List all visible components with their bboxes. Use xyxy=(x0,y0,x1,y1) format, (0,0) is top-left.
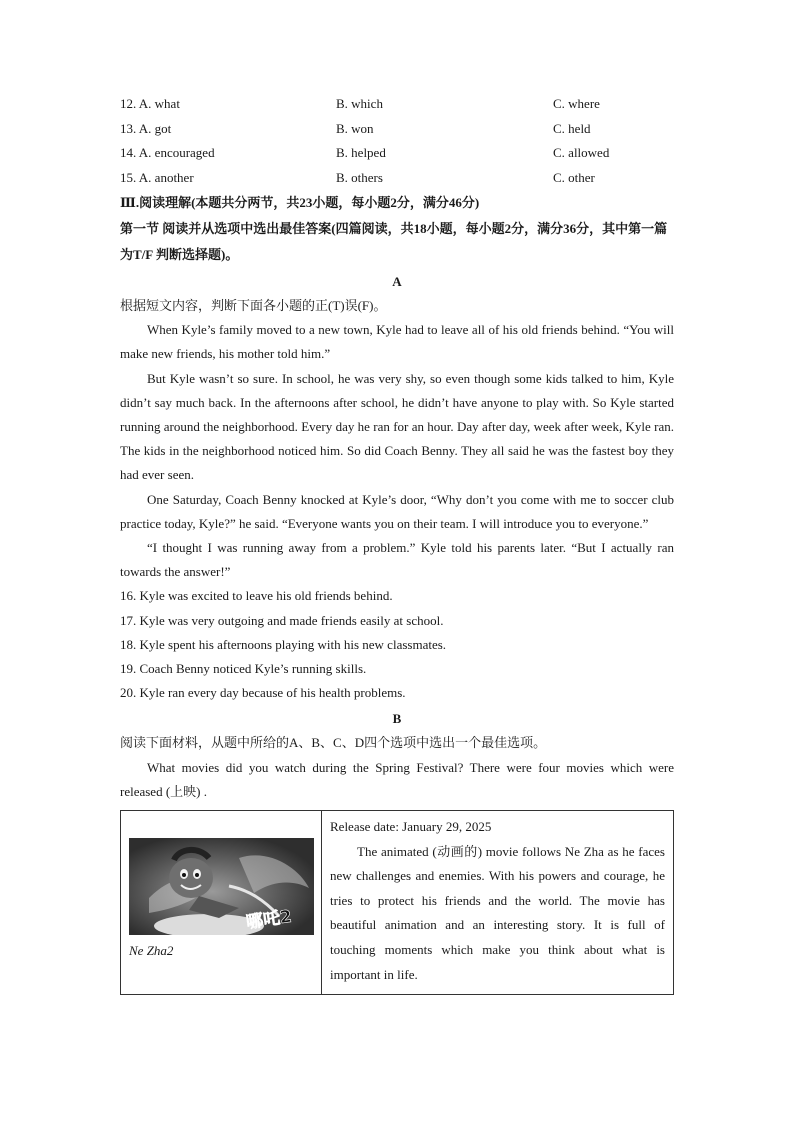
option-a: 14. A. encouraged xyxy=(120,145,215,161)
ne-zha-poster-illustration xyxy=(129,838,314,935)
passage-a-paragraph: “I thought I was running away from a problem.” Kyle told his parents later. “But I actually ran towards the answer!” xyxy=(120,540,674,580)
option-row-12 xyxy=(120,92,674,117)
options-block xyxy=(120,92,674,190)
option-a: 13. A. got xyxy=(120,120,172,136)
option-b: B. helped xyxy=(336,145,386,161)
question-18: 18. Kyle spent his afternoons playing with his new classmates. xyxy=(120,636,447,652)
question-20: 20. Kyle ran every day because of his health problems. xyxy=(120,685,406,701)
passage-b-intro: What movies did you watch during the Spring Festival? There were four movies which were released (上映) . xyxy=(120,759,674,799)
passage-a-paragraph: But Kyle wasn’t so sure. In school, he was very shy, so even though some kids talked to him, Kyle didn’t say much back. In the afternoons after school, he didn’t have anyone to play with. So Kyle started running around the neighborhood. Every day he ran for an hour. Day after day, week after week, Kyle ran. The kids in the neighborhood noticed him. So did Coach Benny. They all said he was the fastest boy they had ever seen. xyxy=(120,370,674,483)
passage-a-instruction: 根据短文内容，判断下面各小题的正(T)误(F)。 xyxy=(120,298,387,313)
question-16: 16. Kyle was excited to leave his old friends behind. xyxy=(120,588,393,604)
passage-a-paragraph: One Saturday, Coach Benny knocked at Kyle’s door, “Why don’t you come with me to soccer club practice today, Kyle?” he said. “Everyone wants you on their team. I will introduce you to everyone.” xyxy=(120,491,674,531)
passage-a-paragraph: When Kyle’s family moved to a new town, Kyle had to leave all of his old friends behind. “You will make new friends, his mother told him.” xyxy=(120,322,674,362)
option-c: C. where xyxy=(553,96,600,112)
option-a: 15. A. another xyxy=(120,169,194,185)
option-b: B. which xyxy=(336,96,383,112)
passage-a-letter: A xyxy=(392,274,402,289)
movie-description: The animated (动画的) movie follows Ne Zha as he faces new challenges and enemies. With his powers and courage, he tries to protect his friends and the world. The movie has beautiful animation and an interesting story. It is full of touching moments which make you think about what is important in life. xyxy=(330,843,665,982)
movie-info-cell xyxy=(322,811,673,994)
document-page xyxy=(120,92,674,995)
movie-caption: Ne Zha2 xyxy=(129,943,174,959)
option-b: B. won xyxy=(336,120,374,136)
question-17: 17. Kyle was very outgoing and made friends easily at school. xyxy=(120,612,444,628)
option-c: C. held xyxy=(553,120,591,136)
option-b: B. others xyxy=(336,169,383,185)
passage-b-letter: B xyxy=(392,711,402,727)
movie-poster-cell xyxy=(121,811,322,994)
movie-poster-image xyxy=(129,838,314,935)
poster-title-text: 哪吒2 xyxy=(244,906,294,934)
option-row-13 xyxy=(120,117,674,142)
section1-title: 第一节 阅读并从选项中选出最佳答案(四篇阅读，共18小题，每小题2分，满分36分，其中第一篇为T/F 判断选择题)。 xyxy=(120,221,668,262)
section3-title: Ⅲ.阅读理解(本题共分两节，共23小题，每小题2分，满分46分) xyxy=(120,195,480,210)
passage-b-instruction: 阅读下面材料，从题中所给的A、B、C、D四个选项中选出一个最佳选项。 xyxy=(120,735,547,751)
question-19: 19. Coach Benny noticed Kyle’s running skills. xyxy=(120,661,367,677)
option-c: C. allowed xyxy=(553,145,610,161)
movie-release-date: Release date: January 29, 2025 xyxy=(330,819,492,835)
option-row-14 xyxy=(120,141,674,166)
movie-table xyxy=(120,810,674,995)
option-c: C. other xyxy=(553,169,595,185)
option-row-15 xyxy=(120,166,674,191)
option-a: 12. A. what xyxy=(120,96,180,112)
